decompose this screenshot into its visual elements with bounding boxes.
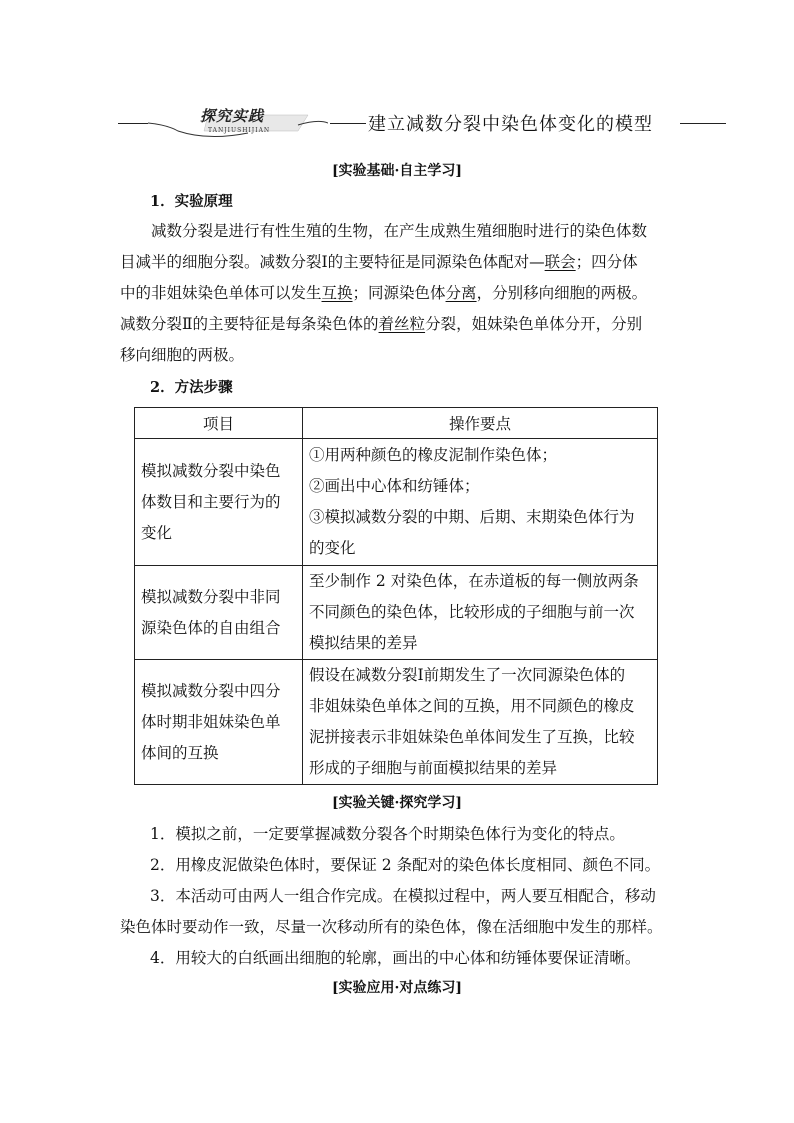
method-table [134,407,658,785]
key-point: 1．模拟之前，一定要掌握减数分裂各个时期染色体行为变化的特点。 [150,825,625,843]
principle-line: 目减半的细胞分裂。减数分裂Ⅰ的主要特征是同源染色体配对—联会；四分体 [120,253,638,271]
key-point: 2．用橡皮泥做染色体时，要保证 2 条配对的染色体长度相同、颜色不同。 [150,856,661,874]
section-heading-practice: [实验应用·对点练习] [331,980,463,996]
section-heading-key: [实验关键·探究学习] [331,795,463,811]
badge-subtitle: TANJIUSHIJIAN [208,127,271,134]
header-rule-right [680,123,726,124]
term-underlined: 联会 [544,253,576,271]
badge-title: 探究实践 [200,107,265,125]
table-cell-item: 模拟减数分裂中非同 源染色体的自由组合 [135,566,303,660]
badge [148,105,328,141]
table-cell-points: ①用两种颜色的橡皮泥制作染色体； ②画出中心体和纺锤体； ③模拟减数分裂的中期、后期、末期染色体行为 的变化 [303,439,658,566]
principle-line: 中的非姐妹染色单体可以发生互换；同源染色体分离，分别移向细胞的两极。 [120,284,648,302]
table-row [135,660,658,785]
term-underlined: 分离 [445,284,477,302]
key-point: 染色体时要动作一致，尽量一次移动所有的染色体，像在活细胞中发生的那样。 [120,918,663,936]
header-rule-mid [330,123,366,124]
header-title: 建立减数分裂中染色体变化的模型 [368,114,653,135]
principle-line: 减数分裂是进行有性生殖的生物，在产生成熟生殖细胞时进行的染色体数 [151,222,648,240]
table-cell-points: 假设在减数分裂Ⅰ前期发生了一次同源染色体的 非姐妹染色单体之间的互换，用不同颜色的橡皮 泥拼接表示非姐妹染色单体间发生了互换，比较 形成的子细胞与前面模拟结果的差异 [303,660,658,785]
key-point: 4．用较大的白纸画出细胞的轮廓，画出的中心体和纺锤体要保证清晰。 [150,949,641,967]
principle-heading: 1．实验原理 [150,193,233,210]
table-header-points: 操作要点 [303,408,658,439]
table-cell-item: 模拟减数分裂中四分 体时期非姐妹染色单 体间的互换 [135,660,303,785]
principle-paragraph [120,216,675,371]
section-heading-basic: [实验基础·自主学习] [331,163,463,179]
table-row [135,566,658,660]
header-rule-left [118,123,148,124]
table-cell-item: 模拟减数分裂中染色 体数目和主要行为的 变化 [135,439,303,566]
table-cell-points: 至少制作 2 对染色体，在赤道板的每一侧放两条 不同颜色的染色体，比较形成的子细胞与前一次 模拟结果的差异 [303,566,658,660]
table-header-item: 项目 [135,408,303,439]
term-underlined: 互换 [321,284,353,302]
table-header-row [135,408,658,439]
table-row [135,439,658,566]
section-header [118,105,728,141]
method-heading: 2．方法步骤 [150,379,233,396]
term-underlined: 着丝粒 [378,315,426,333]
key-point: 3．本活动可由两人一组合作完成。在模拟过程中，两人要互相配合，移动 [150,887,656,905]
principle-line: 移向细胞的两极。 [120,346,245,364]
principle-line: 减数分裂Ⅱ的主要特征是每条染色体的着丝粒分裂，姐妹染色单体分开，分别 [120,315,643,333]
